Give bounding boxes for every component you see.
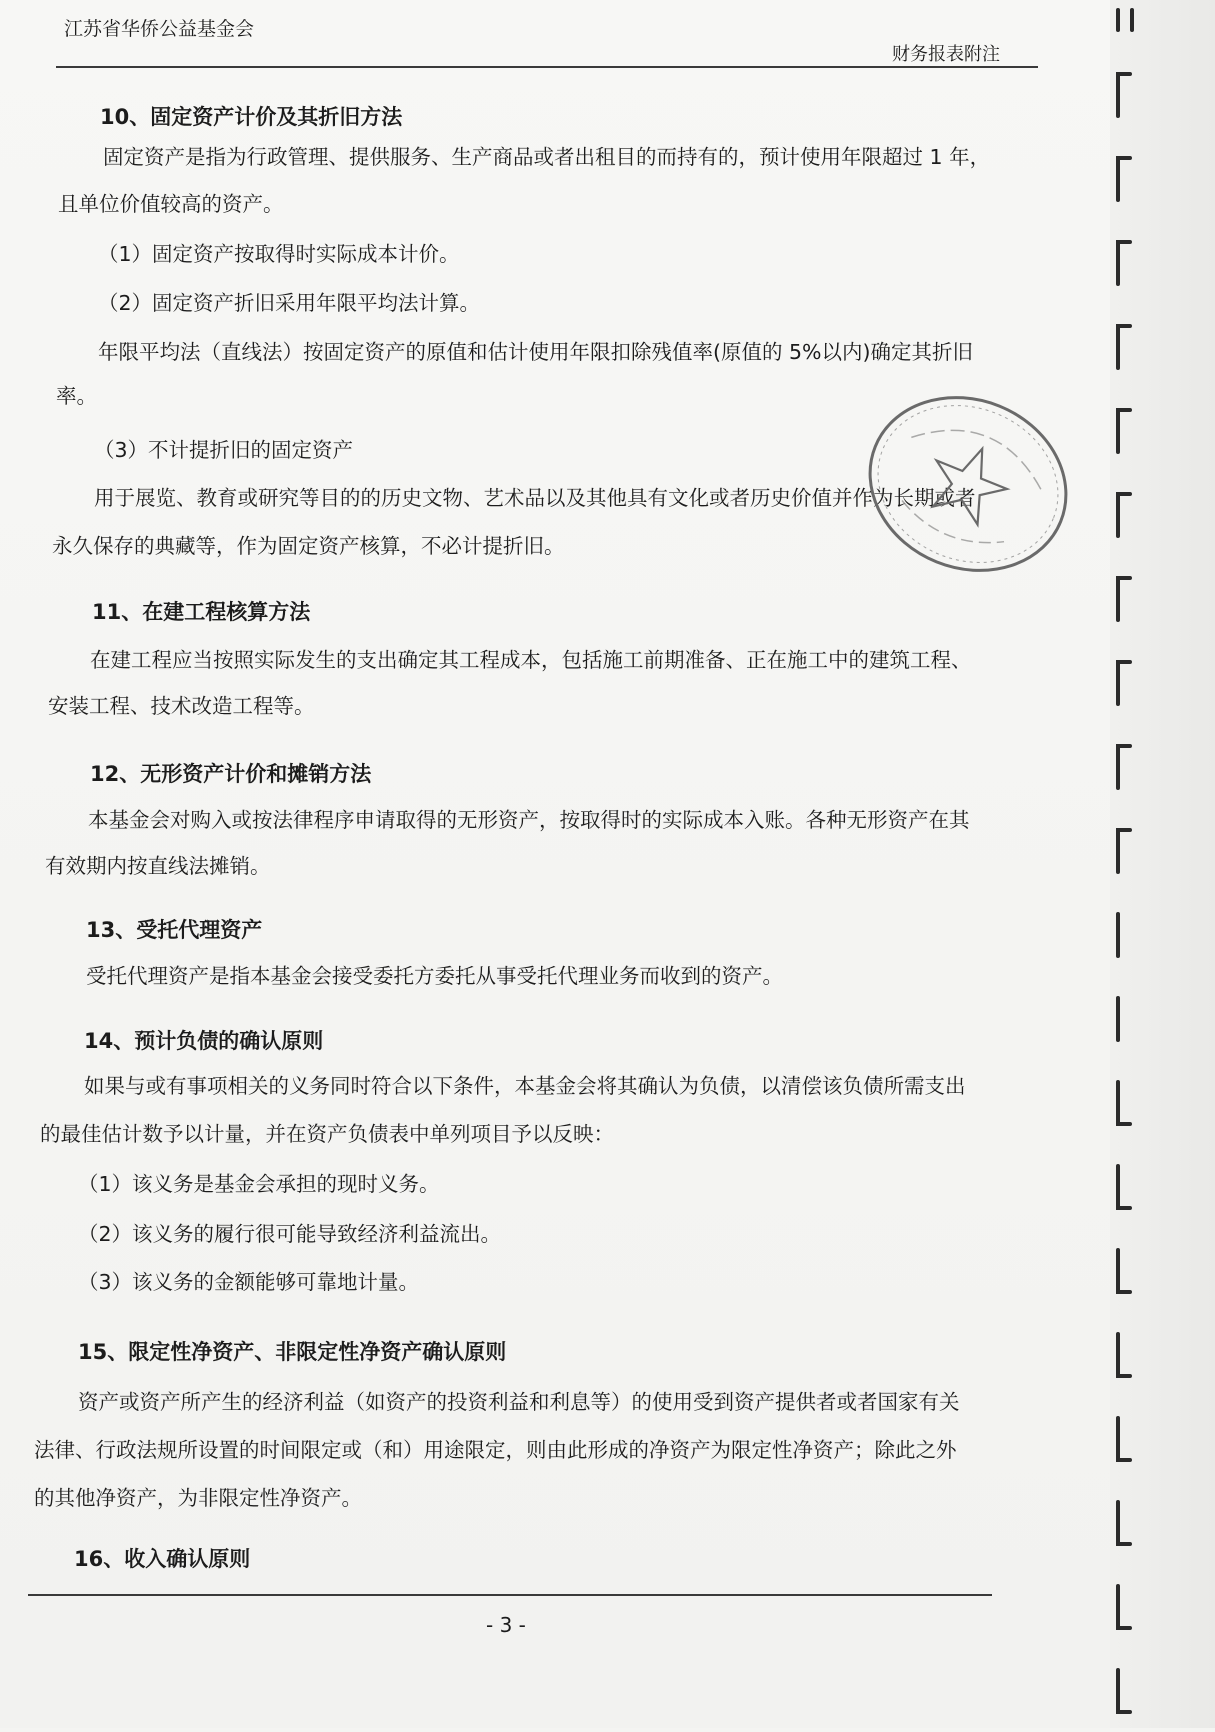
section-10-line-3: 年限平均法（直线法）按固定资产的原值和估计使用年限扣除残值率(原值的 5%以内)确定其折旧 — [98, 340, 974, 364]
section-15-line-3: 的其他净资产，为非限定性净资产。 — [34, 1486, 362, 1510]
section-12-line-1: 本基金会对购入或按法律程序申请取得的无形资产，按取得时的实际成本入账。各种无形资产在其 — [88, 808, 970, 832]
section-14-title: 14、预计负债的确认原则 — [84, 1029, 324, 1053]
section-15-line-2: 法律、行政法规所设置的时间限定或（和）用途限定，则由此形成的净资产为限定性净资产；除此之外 — [34, 1438, 957, 1462]
binding-edge — [1110, 0, 1215, 1728]
section-10-item-1: （1）固定资产按取得时实际成本计价。 — [98, 242, 460, 266]
section-10-line-2: 且单位价值较高的资产。 — [58, 192, 284, 216]
section-15-line-1: 资产或资产所产生的经济利益（如资产的投资利益和利息等）的使用受到资产提供者或者国家有关 — [78, 1390, 960, 1414]
page-number: - 3 - — [486, 1613, 526, 1637]
header-rule — [56, 66, 1038, 68]
section-14-item-3: （3）该义务的金额能够可靠地计量。 — [78, 1270, 420, 1294]
section-10-item-3: （3）不计提折旧的固定资产 — [94, 438, 354, 462]
binding-marks — [1110, 0, 1215, 1728]
section-11-line-2: 安装工程、技术改造工程等。 — [48, 694, 315, 718]
section-12-line-2: 有效期内按直线法摊销。 — [45, 854, 271, 878]
header-org-name: 江苏省华侨公益基金会 — [64, 18, 255, 40]
section-14-item-2: （2）该义务的履行很可能导致经济利益流出。 — [78, 1222, 502, 1246]
section-13-line-1: 受托代理资产是指本基金会接受委托方委托从事受托代理业务而收到的资产。 — [86, 964, 783, 988]
section-12-title: 12、无形资产计价和摊销方法 — [90, 762, 372, 786]
section-10-line-6: 永久保存的典藏等，作为固定资产核算，不必计提折旧。 — [52, 534, 565, 558]
section-14-line-2: 的最佳估计数予以计量，并在资产负债表中单列项目予以反映： — [40, 1122, 614, 1146]
section-10-line-1: 固定资产是指为行政管理、提供服务、生产商品或者出租目的而持有的，预计使用年限超过 1 年， — [103, 145, 991, 169]
section-11-line-1: 在建工程应当按照实际发生的支出确定其工程成本，包括施工前期准备、正在施工中的建筑工程、 — [90, 648, 972, 672]
section-16-title: 16、收入确认原则 — [74, 1547, 251, 1571]
section-11-title: 11、在建工程核算方法 — [92, 600, 311, 624]
section-14-line-1: 如果与或有事项相关的义务同时符合以下条件，本基金会将其确认为负债，以清偿该负债所需支出 — [84, 1074, 966, 1098]
section-13-title: 13、受托代理资产 — [86, 918, 263, 942]
section-14-item-1: （1）该义务是基金会承担的现时义务。 — [78, 1172, 440, 1196]
official-seal — [858, 384, 1078, 584]
section-10-line-5: 用于展览、教育或研究等目的的历史文物、艺术品以及其他具有文化或者历史价值并作为长期或者 — [94, 486, 976, 510]
footer-rule — [28, 1594, 992, 1596]
section-10-title: 10、固定资产计价及其折旧方法 — [100, 105, 403, 129]
header-doc-type: 财务报表附注 — [892, 44, 1000, 65]
section-15-title: 15、限定性净资产、非限定性净资产确认原则 — [78, 1340, 507, 1364]
section-10-item-2: （2）固定资产折旧采用年限平均法计算。 — [98, 291, 481, 315]
section-10-line-4: 率。 — [56, 384, 97, 408]
